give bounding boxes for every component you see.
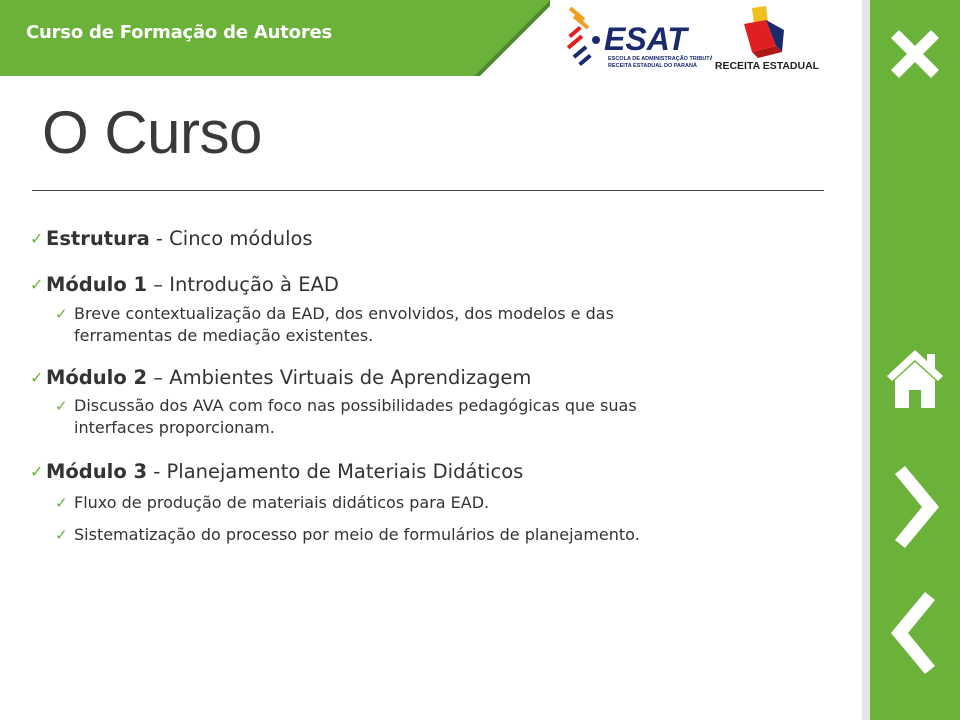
checkmark-icon: ✓ — [30, 368, 44, 387]
sub-item-line: Discussão dos AVA com foco nas possibilidades pedagógicas que suas — [74, 396, 637, 415]
checkmark-icon: ✓ — [55, 305, 68, 323]
sub-item-line: ferramentas de mediação existentes. — [74, 326, 374, 345]
item-label-bold: Módulo 3 — [46, 460, 148, 483]
item-label-text: - Cinco módulos — [149, 227, 313, 250]
item-label-bold: Módulo 2 — [46, 366, 148, 389]
receita-estadual-logo — [712, 2, 822, 78]
checkmark-icon: ✓ — [30, 275, 44, 294]
esat-logo-sub1: ESCOLA DE ADMINISTRAÇÃO TRIBUTÁRIA — [608, 56, 712, 62]
receita-logo-label: RECEITA ESTADUAL — [714, 60, 820, 72]
page-title: O Curso — [42, 99, 262, 166]
content-list — [30, 226, 850, 546]
previous-icon — [887, 590, 943, 676]
checkmark-icon: ✓ — [55, 494, 68, 512]
title-divider — [32, 190, 824, 191]
close-button[interactable] — [870, 24, 960, 84]
course-banner — [0, 0, 550, 76]
esat-logo-sub2: RECEITA ESTADUAL DO PARANÁ — [608, 63, 697, 69]
item-label-text: - Planejamento de Materiais Didáticos — [147, 460, 524, 483]
home-icon — [883, 346, 947, 412]
esat-logo-wordmark: ESAT — [604, 21, 687, 57]
item-label-bold: Módulo 1 — [46, 273, 148, 296]
next-button[interactable] — [870, 464, 960, 550]
checkmark-icon: ✓ — [30, 462, 44, 481]
list-item — [30, 272, 850, 298]
sub-item-line: Sistematização do processo por meio de formulários de planejamento. — [74, 525, 640, 544]
list-item — [30, 226, 850, 252]
home-button[interactable] — [870, 346, 960, 412]
nav-panel-shadow — [862, 0, 870, 720]
sub-list-item — [30, 524, 850, 546]
list-item — [30, 459, 850, 485]
sub-list-item — [30, 395, 850, 439]
banner-title: Curso de Formação de Autores — [26, 22, 333, 43]
sub-item-line: Fluxo de produção de materiais didáticos para EAD. — [74, 493, 490, 512]
sub-list-item — [30, 303, 850, 347]
sub-item-line: Breve contextualização da EAD, dos envolvidos, dos modelos e das — [74, 304, 614, 323]
close-icon — [885, 24, 945, 84]
checkmark-icon: ✓ — [30, 229, 44, 248]
item-label-bold: Estrutura — [46, 227, 150, 250]
item-label-text: – Ambientes Virtuais de Aprendizagem — [147, 366, 532, 389]
sub-item-line: interfaces proporcionam. — [74, 418, 275, 437]
nav-panel — [870, 0, 960, 720]
sub-list-item — [30, 492, 850, 514]
list-item — [30, 365, 850, 391]
next-icon — [887, 464, 943, 550]
esat-logo — [562, 6, 712, 76]
checkmark-icon: ✓ — [55, 526, 68, 544]
checkmark-icon: ✓ — [55, 397, 68, 415]
previous-button[interactable] — [870, 590, 960, 676]
item-label-text: – Introdução à EAD — [147, 273, 339, 296]
